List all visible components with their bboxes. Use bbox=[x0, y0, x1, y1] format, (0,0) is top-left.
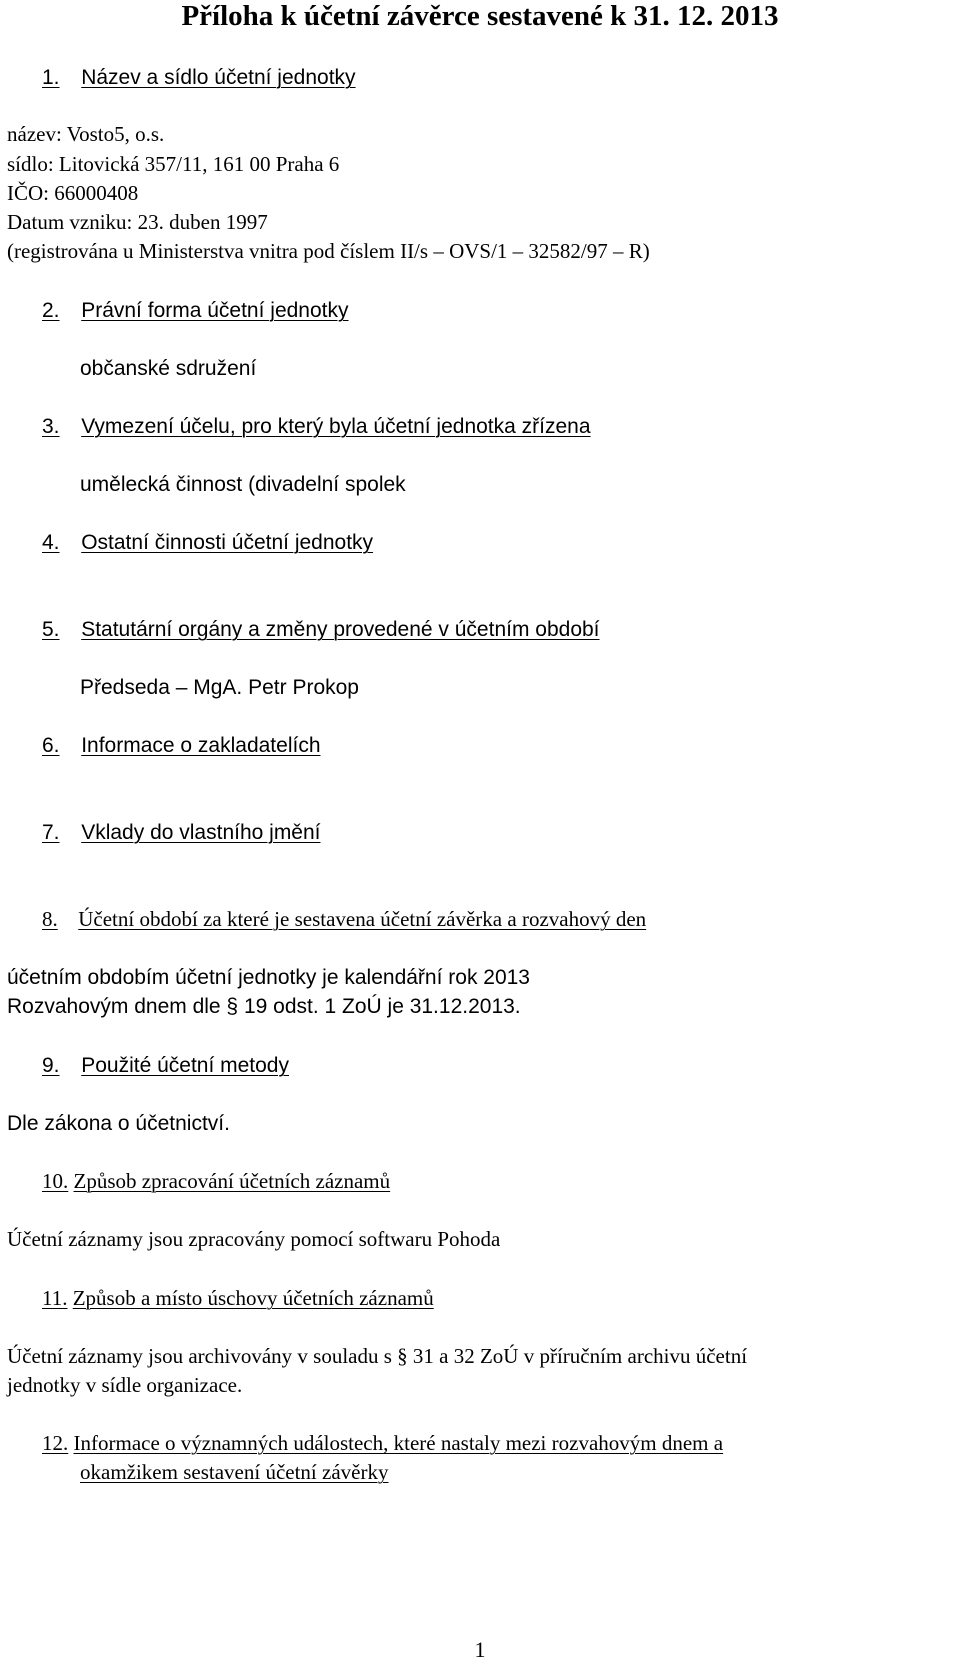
section-8-heading bbox=[42, 909, 646, 930]
section-3-title: Vymezení účelu, pro který byla účetní jednotka zřízena bbox=[81, 415, 591, 438]
section-8-text-1: účetním obdobím účetní jednotky je kalendářní rok 2013 bbox=[7, 966, 530, 989]
section-9-text: Dle zákona o účetnictví. bbox=[7, 1112, 230, 1135]
section-12-heading bbox=[42, 1433, 723, 1454]
section-12-title-line-1: Informace o významných událostech, které nastaly mezi rozvahovým dnem a bbox=[73, 1431, 724, 1455]
unit-ico-line: IČO: 66000408 bbox=[7, 181, 139, 205]
section-8-text-2: Rozvahovým dnem dle § 19 odst. 1 ZoÚ je 31.12.2013. bbox=[7, 995, 521, 1018]
section-12-title-line-2 bbox=[80, 1462, 388, 1483]
section-10-title: Způsob zpracování účetních záznamů bbox=[73, 1169, 391, 1193]
section-11-number: 11. bbox=[42, 1286, 68, 1310]
section-8-title: Účetní období za které je sestavena účetní závěrka a rozvahový den bbox=[78, 907, 647, 931]
section-11-text-1: Účetní záznamy jsou archivovány v souladu s § 31 a 32 ZoÚ v příručním archivu účetní bbox=[7, 1344, 748, 1368]
section-5-heading bbox=[42, 619, 600, 640]
section-10-heading bbox=[42, 1171, 390, 1192]
section-1-number: 1. bbox=[42, 66, 60, 89]
section-9-number: 9. bbox=[42, 1054, 60, 1077]
section-1-heading bbox=[42, 67, 356, 88]
section-4-heading bbox=[42, 532, 373, 553]
section-5-text: Předseda – MgA. Petr Prokop bbox=[80, 676, 359, 699]
section-4-title: Ostatní činnosti účetní jednotky bbox=[81, 531, 374, 554]
section-11-text-2: jednotky v sídle organizace. bbox=[7, 1373, 243, 1397]
section-11-heading bbox=[42, 1288, 434, 1309]
section-6-heading bbox=[42, 735, 321, 756]
section-9-title: Použité účetní metody bbox=[81, 1054, 289, 1077]
section-3-heading bbox=[42, 416, 591, 437]
section-12-title-line-2-text: okamžikem sestavení účetní závěrky bbox=[80, 1460, 389, 1484]
section-8-number: 8. bbox=[42, 907, 58, 931]
section-6-number: 6. bbox=[42, 734, 60, 757]
section-3-text: umělecká činnost (divadelní spolek bbox=[80, 473, 406, 496]
section-2-text: občanské sdružení bbox=[80, 357, 257, 380]
section-10-text: Účetní záznamy jsou zpracovány pomocí softwaru Pohoda bbox=[7, 1227, 501, 1251]
section-5-title: Statutární orgány a změny provedené v účetním období bbox=[81, 618, 600, 641]
section-2-number: 2. bbox=[42, 299, 60, 322]
section-3-number: 3. bbox=[42, 415, 60, 438]
unit-name-line: název: Vosto5, o.s. bbox=[7, 122, 165, 146]
section-4-number: 4. bbox=[42, 531, 60, 554]
section-10-number: 10. bbox=[42, 1169, 69, 1193]
section-9-heading bbox=[42, 1055, 289, 1076]
page-number: 1 bbox=[474, 1637, 486, 1662]
section-7-heading bbox=[42, 822, 321, 843]
unit-registration-line: (registrována u Ministerstva vnitra pod číslem II/s – OVS/1 – 32582/97 – R) bbox=[7, 239, 650, 263]
section-2-title: Právní forma účetní jednotky bbox=[81, 299, 349, 322]
section-1-title: Název a sídlo účetní jednotky bbox=[81, 66, 356, 89]
section-2-heading bbox=[42, 300, 349, 321]
unit-founded-line: Datum vzniku: 23. duben 1997 bbox=[7, 210, 268, 234]
section-6-title: Informace o zakladatelích bbox=[81, 734, 321, 757]
unit-address-line: sídlo: Litovická 357/11, 161 00 Praha 6 bbox=[7, 152, 340, 176]
section-5-number: 5. bbox=[42, 618, 60, 641]
section-11-title: Způsob a místo úschovy účetních záznamů bbox=[72, 1286, 434, 1310]
document-title: Příloha k účetní závěrce sestavené k 31. 12. 2013 bbox=[181, 0, 779, 32]
section-12-number: 12. bbox=[42, 1431, 69, 1455]
section-7-title: Vklady do vlastního jmění bbox=[81, 821, 321, 844]
section-7-number: 7. bbox=[42, 821, 60, 844]
